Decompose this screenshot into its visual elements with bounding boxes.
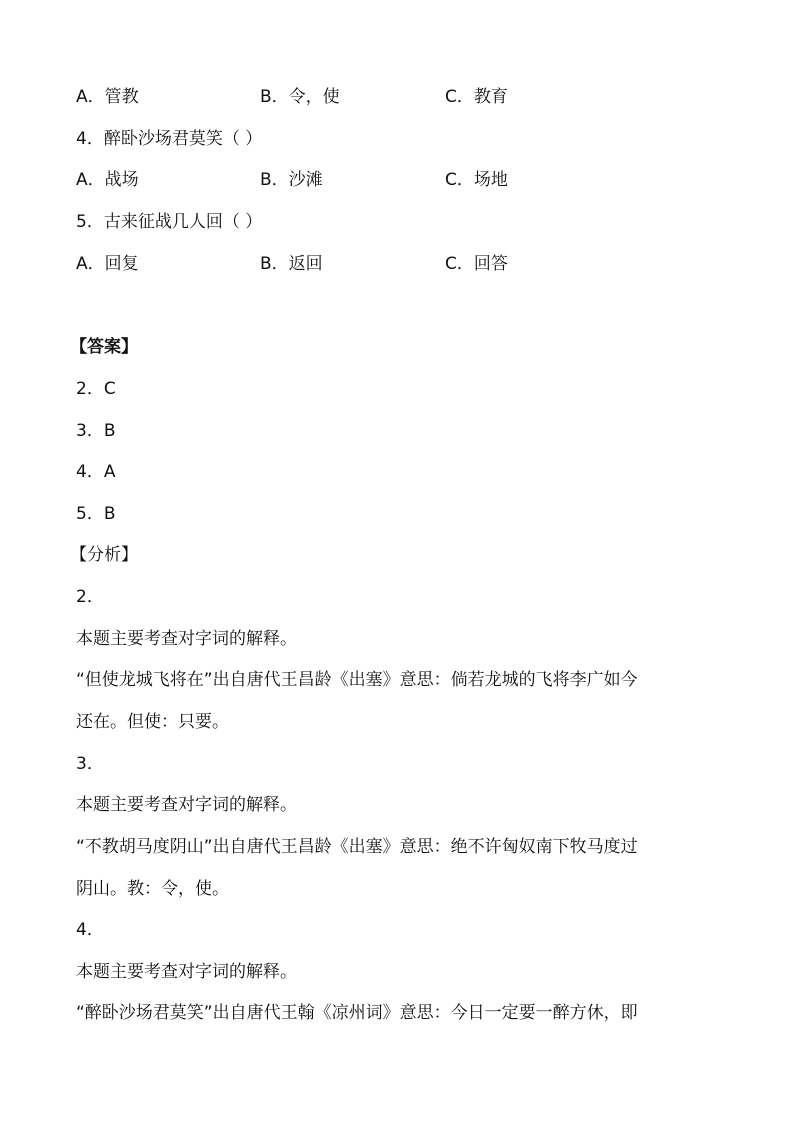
- analysis-2-line1: “但使龙城飞将在”出自唐代王昌龄《出塞》意思：倘若龙城的飞将李广如今: [76, 670, 638, 690]
- q5-option-a: A．回复: [76, 254, 139, 274]
- answer-item-4: 4．A: [76, 462, 116, 482]
- analysis-4-number: 4．: [76, 920, 104, 940]
- answer-heading: 【答案】: [70, 337, 138, 357]
- analysis-3-line1: “不教胡马度阴山”出自唐代王昌龄《出塞》意思：绝不许匈奴南下牧马度过: [76, 837, 638, 857]
- answer-item-5: 5．B: [76, 504, 116, 524]
- q3-option-b: B．令，使: [260, 87, 340, 107]
- analysis-3-line2: 阴山。教：令，使。: [76, 879, 229, 899]
- answer-item-3: 3．B: [76, 421, 116, 441]
- analysis-3-intro: 本题主要考查对字词的解释。: [76, 795, 297, 815]
- q5-stem: 5．古来征战几人回（ ）: [76, 212, 263, 232]
- analysis-heading: 【分析】: [70, 545, 138, 565]
- analysis-4-line1: “醉卧沙场君莫笑”出自唐代王翰《凉州词》意思：今日一定要一醉方休，即: [76, 1003, 638, 1023]
- analysis-3-number: 3．: [76, 754, 104, 774]
- answer-item-2: 2．C: [76, 379, 116, 399]
- q3-option-a: A．管教: [76, 87, 139, 107]
- analysis-4-intro: 本题主要考查对字词的解释。: [76, 962, 297, 982]
- q4-option-b: B．沙滩: [260, 170, 323, 190]
- q4-stem: 4．醉卧沙场君莫笑（ ）: [76, 129, 263, 149]
- analysis-2-line2: 还在。但使：只要。: [76, 712, 229, 732]
- q5-option-b: B．返回: [260, 254, 323, 274]
- analysis-2-intro: 本题主要考查对字词的解释。: [76, 629, 297, 649]
- q4-option-c: C．场地: [445, 170, 508, 190]
- analysis-2-number: 2．: [76, 587, 104, 607]
- q5-option-c: C．回答: [445, 254, 508, 274]
- q4-option-a: A．战场: [76, 170, 139, 190]
- q3-option-c: C．教育: [445, 87, 508, 107]
